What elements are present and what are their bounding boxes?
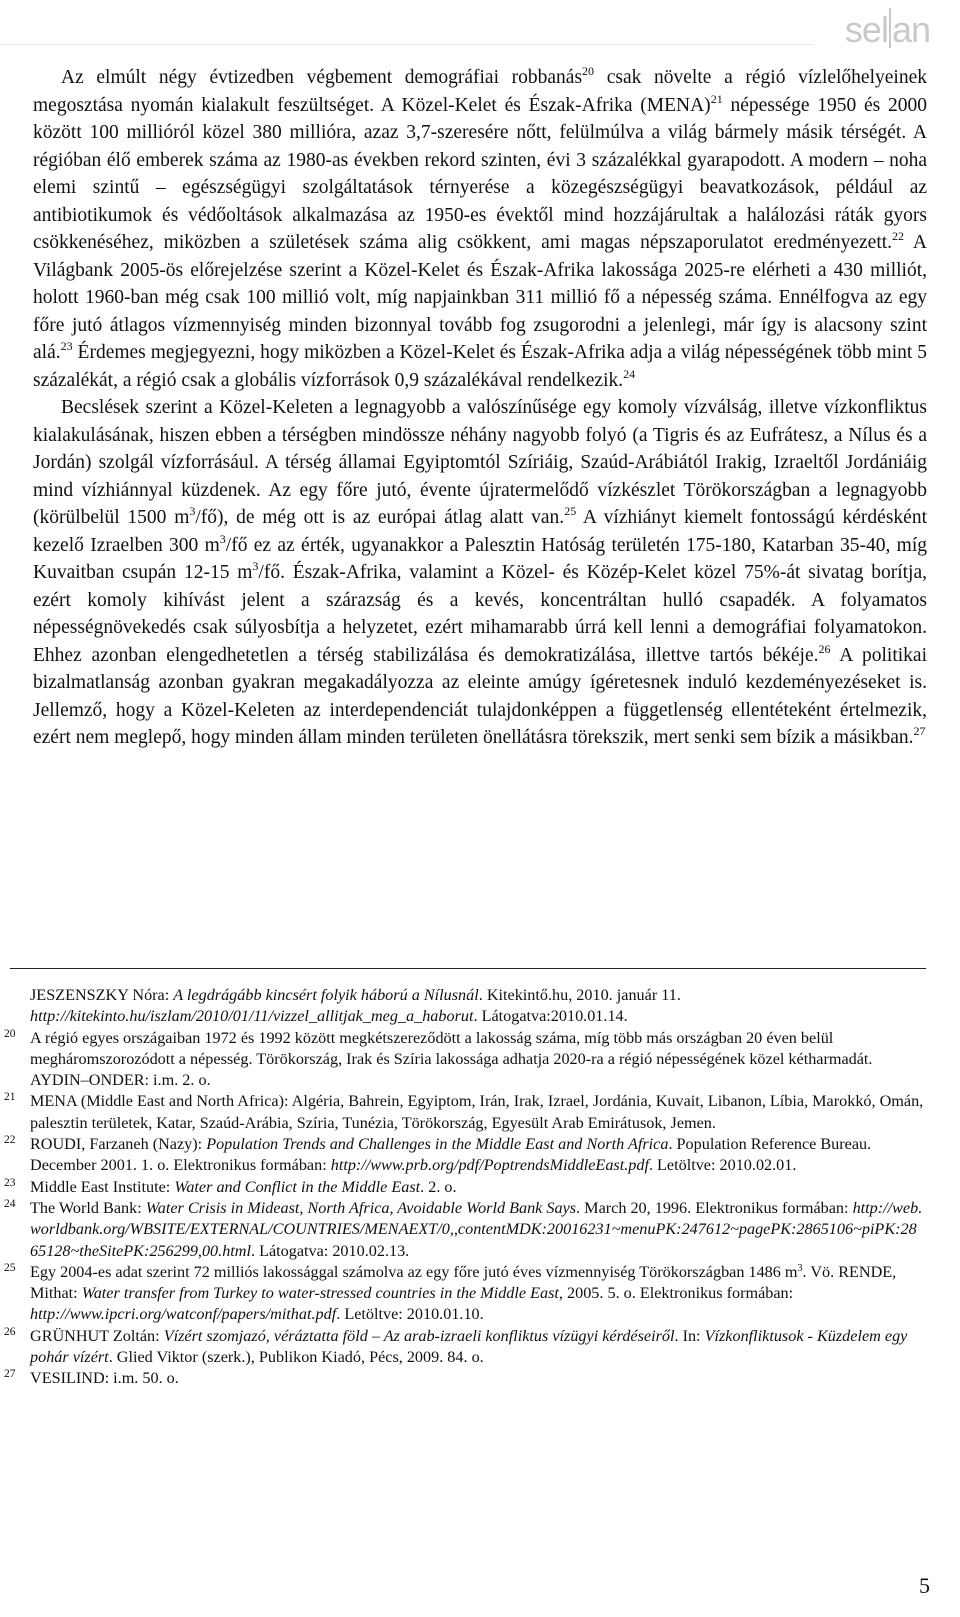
page-number: 5 — [919, 1573, 930, 1598]
superscript-3: 3 — [189, 504, 196, 518]
footnote-number: 26 — [4, 1325, 16, 1338]
footnote-link[interactable]: http://www.ipcri.org/watconf/papers/mithat.pdf — [30, 1305, 337, 1324]
superscript-3: 3 — [252, 559, 259, 573]
footnote-21: 21 MENA (Middle East and North Africa): Algéria, Bahrein, Egyiptom, Irán, Irak, Izrael, Jordánia, Kuvait, Libanon, Líbia, Marokkó, Omán, palesztin területek, Katar, Szaúd-Arábia, Szíria, Tunézia, Törökország, Egyesült Arab Emirátusok, Jemen. — [4, 1091, 924, 1134]
footnote-22: 22 ROUDI, Farzaneh (Nazy): Population Trends and Challenges in the Middle East and North Africa. Population Reference Bureau. December 2001. 1. o. Elektronikus formában: http://www.prb.org/pdf/PoptrendsMiddleEast.pdf. Letöltve: 2010.02.01. — [4, 1134, 924, 1177]
footnote-link[interactable]: http://web.worldbank.org/WBSITE/EXTERNAL/COUNTRIES/MENAEXT/0,,contentMDK:20016231~menuPK:247612~pagePK:2865106~piPK:2865128~theSitePK:256299,00.html — [30, 1198, 923, 1260]
footnote-ref-26[interactable]: 26 — [818, 641, 831, 656]
footnote-number: 22 — [4, 1134, 16, 1147]
footnote-number: 27 — [4, 1368, 16, 1381]
footnote-ref-25[interactable]: 25 — [564, 504, 577, 518]
footnote-ref-20[interactable]: 20 — [582, 64, 595, 78]
footnote-number: 20 — [4, 1027, 16, 1040]
footnote-separator — [10, 968, 926, 969]
footnote-link[interactable]: http://kitekinto.hu/iszlam/2010/01/11/vizzel_allitjak_meg_a_haborut — [30, 1007, 474, 1026]
footnote-number: 23 — [4, 1176, 16, 1189]
superscript-3: 3 — [219, 531, 226, 546]
logo-text-right: an — [891, 9, 930, 50]
footnote-continued: JESZENSZKY Nóra: A legdrágább kincsért folyik háború a Nílusnál. Kitekintő.hu, 2010. január 11. http://kitekinto.hu/iszlam/2010/01/11/vizzel_allitjak_meg_a_haborut. Látogatva:2010.01.14. — [30, 986, 681, 1026]
footnote-27: 27 VESILIND: i.m. 50. o. — [4, 1368, 924, 1389]
logo-separator — [889, 8, 891, 48]
footnote-24: 24 The World Bank: Water Crisis in Mideast, North Africa, Avoidable World Bank Says. March 20, 1996. Elektronikus formában: http://web.worldbank.org/WBSITE/EXTERNAL/COUNTRIES/MENAEXT/0,,contentMDK:20016231~menuPK:247612~pagePK:2865106~piPK:2865128~theSitePK:256299,00.html. Látogatva: 2010.02.13. — [4, 1198, 924, 1262]
publisher-logo — [845, 8, 930, 51]
footnote-ref-27[interactable]: 27 — [913, 724, 926, 738]
footnote-link[interactable]: http://www.prb.org/pdf/PoptrendsMiddleEast.pdf — [330, 1156, 649, 1175]
header-rule — [0, 44, 812, 45]
footnote-26: 26 GRÜNHUT Zoltán: Vízért szomjazó, véráztatta föld – Az arab-izraeli konfliktus vízügyi kérdéseiről. In: Vízkonfliktusok - Küzdelem egy pohár vízért. Glied Viktor (szerk.), Publikon Kiadó, Pécs, 2009. 84. o. — [4, 1326, 924, 1369]
superscript-3: 3 — [797, 1262, 803, 1274]
paragraph-1: Az elmúlt négy évtizedben végbement demográfiai robbanás$^{20}$ csak növelte a régió vízlelőhelyeinek megosztása nyomán kialakult feszültséget. A Közel-Kelet és Észak-Afrika (MENA)$^{21}$ népessége 1950 és 2000 között 100 millióról közel 380 millióra, azaz 3,7-szeresére nőtt, felülmúlva a világ bármely másik térségét. A régióban élő emberek száma az 1980-as években rekord szinten, évi 3 százalékkal gyarapodott. A modern – noha elemi szintű – egészségügyi szolgáltatások térnyerése a közegészségügyi beavatkozások, például az antibiotikumok és védőoltások alkalmazása az 1950-es évektől mind hozzájárultak a halálozási ráták gyors csökkenéséhez, miközben a születések száma alig csökkent, ami magas népszaporulatot eredményezett.$^{22}$ A Világbank 2005-ös előrejelzése szerint a Közel-Kelet és Észak-Afrika lakossága 2025-re elérheti a 430 milliót, holott 1960-ban még csak 100 millió volt, míg napjainkban 311 millió fő a népesség száma. Ennélfogva az egy főre jutó átlagos vízmennyiség minden bizonnyal tovább fog zsugorodni a jelenlegi, már így is alacsony szint alá.$^{23}$ Érdemes megjegyezni, hogy miközben a Közel-Kelet és Észak-Afrika adja a világ népességének több mint 5 százalékát, a régió csak a globális vízforrások 0,9 százalékával rendelkezik.$^{24}$ — [33, 64, 927, 391]
footnote-ref-23[interactable]: 23 — [60, 339, 73, 353]
footnote-number: 25 — [4, 1261, 16, 1274]
footnotes — [4, 985, 924, 1390]
footnote-20: 20 A régió egyes országaiban 1972 és 1992 között megkétszereződött a lakosság száma, míg több más országban 20 éven belül megháromszorozódott a népesség. Törökország, Irak és Szíria lakossága adhatja 2020-ra a régió népességének közel kétharmadát. AYDIN–ONDER: i.m. 2. o. — [4, 1028, 924, 1092]
footnote-ref-21[interactable]: 21 — [710, 91, 723, 106]
paragraph-2: Becslések szerint a Közel-Keleten a legnagyobb a valószínűsége egy komoly vízválság, illetve vízkonfliktus kialakulásának, hiszen ebben a térségben mindössze néhány nagyobb folyó (a Tigris és az Eufrátesz, a Nílus és a Jordán) szolgál vízforrásául. A térség államai Egyiptomtól Szíriáig, Szaúd-Arábiától Irakig, Izraeltől Jordániáig mind vízhiánnyal küzdenek. Az egy főre jutó, évente újratermelődő vízkészlet Törökországban a legnagyobb (körülbelül 1500 $m^3/fő$), de még ott is az európai átlag alatt van.$^{25}$ A vízhiányt kiemelt fontosságú kérdésként kezelő Izraelben 300 $m^3/fő$ ez az érték, ugyanakkor a Palesztin Hatóság területén 175-180, Katarban 35-40, míg Kuvaitban csupán 12-15 $m^3/fő$. Észak-Afrika, valamint a Közel- és Közép-Kelet közel 75%-át sivatag borítja, ezért komoly kihívást jelent a szárazság és a kevés, koncentráltan hulló csapadék. A folyamatos népességnövekedés csak súlyosbítja a helyzetet, ezért mihamarabb úrrá kell lenni a demográfiai folyamatokon. Ehhez azonban elengedhetetlen a térség stabilizálása és demokratizálása, illettve tartós békéje.$^{26}$ A politikai bizalmatlanság azonban gyakran megakadályozza az eleinte amúgy ígéretesnek induló kezdeményezéseket is. Jellemző, hogy a Közel-Keleten az interdependenciát tulajdonképpen a függetlenség ellentéteként értelmezik, ezért nem meglepő, hogy minden állam minden területen önellátásra törekszik, mert senki sem bízik a másikban.$^{27}$ — [33, 397, 928, 748]
logo-text-left: sel — [844, 9, 888, 50]
footnote-25: 25 Egy 2004-es adat szerint 72 milliós lakossággal számolva az egy főre jutó éves vízmennyiség Törökországban 1486 $m^3$. Vö. RENDE, Mithat: Water transfer from Turkey to water-stressed countries in the Middle East, 2005. 5. o. Elektronikus formában: http://www.ipcri.org/watconf/papers/mithat.pdf. Letöltve: 2010.01.10. — [4, 1262, 924, 1326]
footnote-23: 23 Middle East Institute: Water and Conflict in the Middle East. 2. o. — [4, 1177, 924, 1198]
footnote-number: 21 — [4, 1091, 16, 1104]
footnote-ref-24[interactable]: 24 — [623, 366, 636, 381]
footnote-number: 24 — [4, 1197, 16, 1210]
footnote-ref-22[interactable]: 22 — [892, 229, 905, 243]
main-text — [33, 64, 927, 752]
